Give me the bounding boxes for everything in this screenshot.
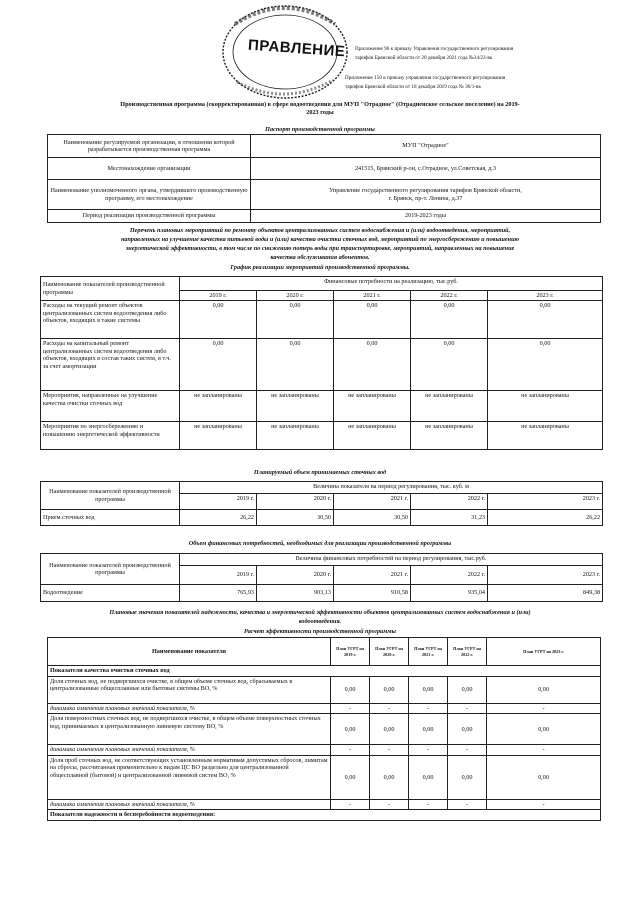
volume-table [40,481,603,526]
efficiency-cell: 0,00 [409,755,448,799]
measures-heading-line-4: качества обслуживания абонентов. [270,254,370,261]
efficiency-cell: 0,00 [331,677,370,704]
section-quality: Показатели качества очистки сточных вод [48,666,601,677]
efficiency-cell: 0,00 [448,714,487,745]
measures-cell: не запланированы [411,391,488,422]
measures-cell: не запланированы [411,422,488,450]
efficiency-row-name: Доля поверхностных сточных вод, не подвергшихся очистке, в общем объеме поверхностных сточных вод, принимаемых в централизованную ливневую систему ВО, % [48,714,331,745]
volume-heading: Планируемый объем принимаемых сточных вод [253,469,387,476]
authority-name: Управление государственного регулирования тарифов Брянской области, [329,187,522,195]
table-row [41,339,603,391]
volume-cell: 30,50 [334,510,411,526]
efficiency-col-name: Наименование показателя [48,638,331,666]
passport-label-authority: Наименование уполномоченного органа, утвердившего производственную программу, его местонахождение [48,180,251,210]
passport-label-org: Наименование регулируемой организации, в отношении которой разрабатывается производственная программа [48,135,251,158]
appendix-1-line-1: Приложение 96 к приказу Управления государственного регулирования [355,46,514,52]
table-row [48,677,601,704]
volume-cell: 26,22 [180,510,257,526]
measures-cell: не запланированы [334,391,411,422]
finance-cell: 903,13 [257,585,334,602]
efficiency-cell: 0,00 [409,714,448,745]
passport-value-period: 2019-2023 годы [251,210,601,223]
efficiency-cell: - [370,799,409,809]
measures-col-group: Финансовые потребности на реализацию, тыс.руб. [180,277,603,291]
efficiency-cell: - [409,799,448,809]
volume-col-name: Наименование показателей производственной программы [41,482,180,510]
measures-cell: 0,00 [180,339,257,391]
measures-cell: 0,00 [488,301,603,339]
measures-cell: 0,00 [257,339,334,391]
appendix-2-line-2: тарифов Брянской области от 18 декабря 2019 года № 36/1-вк [345,84,481,90]
measures-year-2023: 2023 г. [488,291,603,301]
measures-table [40,276,603,450]
measures-heading-line-1: Перечень плановых мероприятий по ремонту объектов централизованных систем водоснабжения и (или) водоотведения, мероприятий, [129,227,511,234]
measures-row-name: Мероприятия по энергосбережению и повышению энергетической эффективности [41,422,180,450]
measures-cell: не запланированы [180,391,257,422]
passport-heading: Паспорт производственной программы [265,126,375,133]
finance-cell: 935,04 [411,585,488,602]
finance-row-name: Водоотведение [41,585,180,602]
efficiency-cell: 0,00 [409,677,448,704]
measures-cell: 0,00 [334,301,411,339]
volume-year-2019: 2019 г. [180,494,257,510]
measures-cell: 0,00 [257,301,334,339]
efficiency-cell: - [448,745,487,755]
efficiency-cell: 0,00 [370,755,409,799]
table-row [48,745,601,755]
efficiency-cell: 0,00 [331,755,370,799]
plan-col-2021: План УГРТ на 2021 г. [409,638,448,666]
volume-cell: 30,50 [257,510,334,526]
passport-value-authority [251,180,601,210]
measures-cell: 0,00 [180,301,257,339]
finance-year-2021: 2021 г. [334,566,411,585]
calc-heading: Расчет эффективности производственной программы [244,628,396,635]
efficiency-heading-line-2: водоотведения. [298,618,342,625]
dynamics-row-name: динамика изменения плановых значений показателя, % [48,799,331,809]
efficiency-cell: - [331,799,370,809]
passport-label-period: Период реализации производственной программы [48,210,251,223]
efficiency-cell: - [448,799,487,809]
finance-cell: 765,93 [180,585,257,602]
section-reliability: Показатели надежности и бесперебойности водоотведения: [48,810,601,821]
measures-cell: 0,00 [411,301,488,339]
efficiency-cell: 0,00 [331,714,370,745]
finance-table [40,553,603,602]
efficiency-heading-line-1: Плановые значения показателей надежности, качества и энергетической эффективности объектов централизованных систем водоснабжения и (или) [109,609,531,616]
volume-year-2023: 2023 г. [488,494,603,510]
measures-year-2019: 2019 г. [180,291,257,301]
passport-table [47,134,601,223]
finance-year-2023: 2023 г. [488,566,603,585]
measures-row-name: Расходы на капитальный ремонт централизованных систем водоотведения либо объектов, входящих в состав таких систем, в т.ч. за счет амортизации [41,339,180,391]
finance-year-2019: 2019 г. [180,566,257,585]
table-row [41,510,603,526]
dynamics-row-name: динамика изменения плановых значений показателя, % [48,704,331,714]
finance-year-2022: 2022 г. [411,566,488,585]
measures-row-name: Мероприятия, направленные на улучшение качества очистки сточных вод [41,391,180,422]
plan-col-2019: План УГРТ на 2019 г. [331,638,370,666]
efficiency-cell: - [448,704,487,714]
measures-cell: не запланированы [180,422,257,450]
finance-col-name: Наименование показателей производственной программы [41,554,180,585]
efficiency-table [47,637,601,821]
appendix-1-line-2: тарифов Брянской области от 20 декабря 2021 года №34/23-вк [355,55,493,61]
plan-col-2020: План УГРТ на 2020 г. [370,638,409,666]
finance-cell: 849,38 [488,585,603,602]
measures-year-2021: 2021 г. [334,291,411,301]
measures-cell: 0,00 [488,339,603,391]
measures-cell: не запланированы [488,391,603,422]
program-title-line-2: 2023 годы [306,109,334,116]
efficiency-cell: 0,00 [370,677,409,704]
measures-row-name: Расходы на текущий ремонт объектов централизованных систем водоотведения либо объектов, входящих в такие системы [41,301,180,339]
volume-row-name: Прием сточных вод [41,510,180,526]
finance-col-group: Величина финансовых потребностей на период регулирования, тыс.руб. [180,554,603,566]
efficiency-cell: - [370,745,409,755]
efficiency-cell: - [409,745,448,755]
measures-cell: 0,00 [411,339,488,391]
efficiency-cell: 0,00 [487,677,601,704]
measures-cell: не запланированы [257,391,334,422]
table-row [48,755,601,799]
efficiency-cell: - [331,745,370,755]
passport-value-org: МУП "Отрадное" [251,135,601,158]
program-title-line-1: Производственная программа (скорректированная) в сфере водоотведения для МУП "Отрадное" (Отрадненское сельское поселение) на 2019- [120,101,520,108]
volume-cell: 26,22 [488,510,603,526]
appendix-2-line-1: Приложение 150 к приказу управления государственного регулирования [345,75,506,81]
measures-col-name: Наименование показателей производственной программы [41,277,180,301]
authority-address: г. Брянск, пр-т. Ленина, д.37 [388,194,463,202]
finance-heading: Объем финансовых потребностей, необходимых для реализации производственной программы [188,540,452,547]
plan-col-2023: План УГРТ на 2023 г. [487,638,601,666]
finance-year-2020: 2020 г. [257,566,334,585]
volume-year-2020: 2020 г. [257,494,334,510]
measures-year-2020: 2020 г. [257,291,334,301]
efficiency-cell: 0,00 [448,755,487,799]
table-row [48,704,601,714]
efficiency-row-name: Доля проб сточных вод, не соответствующих установленным нормативам допустимых сбросов, лимитам на сбросы, рассчитанная применительно к видам ЦС ВО раздельно для централизованной общесплавной (бытовой) и централизованной ливневой систем ВО, % [48,755,331,799]
measures-cell: не запланированы [334,422,411,450]
plan-col-2022: План УГРТ на 2022 г. [448,638,487,666]
efficiency-cell: 0,00 [448,677,487,704]
schedule-heading: График реализации мероприятий производственной программы. [230,264,410,271]
measures-cell: 0,00 [334,339,411,391]
volume-col-group: Величина показателя на период регулирования, тыс. куб. м [180,482,603,494]
table-row [48,799,601,809]
passport-label-location: Местонахождение организации [48,158,251,180]
measures-year-2022: 2022 г. [411,291,488,301]
table-row [41,391,603,422]
volume-cell: 31,23 [411,510,488,526]
volume-year-2022: 2022 г. [411,494,488,510]
table-row [41,301,603,339]
table-row [48,714,601,745]
measures-cell: не запланированы [488,422,603,450]
table-row [41,585,603,602]
volume-year-2021: 2021 г. [334,494,411,510]
measures-heading-line-2: направленных на улучшение качества питьевой воды и (или) качества очистки сточных вод, мероприятий по энергосбережению и повышению [120,236,520,243]
efficiency-cell: - [487,704,601,714]
efficiency-cell: 0,00 [487,755,601,799]
measures-heading-line-3: энергетической эффективности, в том числе по снижению потерь воды при транспортировке, мероприятий, направленных на повышение [125,245,515,252]
dynamics-row-name: динамика изменения плановых значений показателя, % [48,745,331,755]
finance-cell: 910,58 [334,585,411,602]
efficiency-cell: - [487,745,601,755]
efficiency-row-name: Доля сточных вод, не подвергшихся очистке, в общем объеме сточных вод, сбрасываемых в централизованные общесплавные или бытовые системы ВО, % [48,677,331,704]
passport-value-location: 241515, Брянский р-он, с.Отрадное, ул.Советская, д.3 [251,158,601,180]
measures-cell: не запланированы [257,422,334,450]
table-row [41,422,603,450]
efficiency-cell: - [487,799,601,809]
efficiency-cell: - [331,704,370,714]
efficiency-cell: - [370,704,409,714]
efficiency-cell: 0,00 [370,714,409,745]
efficiency-cell: 0,00 [487,714,601,745]
efficiency-cell: - [409,704,448,714]
stamp-word: ПРАВЛЕНИЕ [247,36,346,61]
